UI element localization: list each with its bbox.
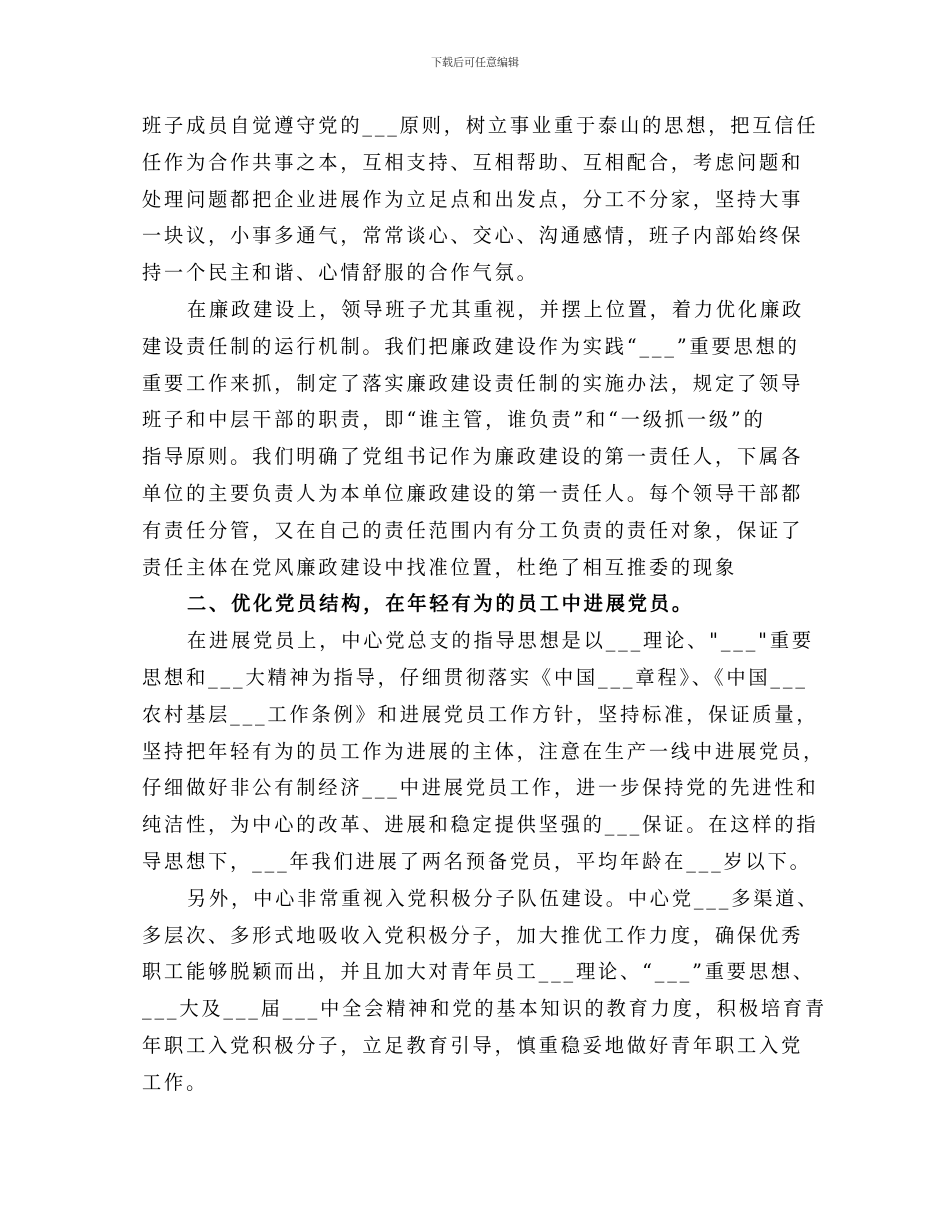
text-line: 导思想下，___年我们进展了两名预备党员，平均年龄在___岁以下。 [142,849,812,873]
text-line: 一块议，小事多通气，常常谈心、交心、沟通感情，班子内部始终保 [142,224,804,248]
text-line: ___大及___届___中全会精神和党的基本知识的教育力度，积极培育青 [142,997,827,1021]
text-line: 坚持把年轻有为的员工作为进展的主体，注意在生产一线中进展党员， [142,739,826,763]
text-line: 纯洁性，为中心的改革、进展和稳定提供坚强的___保证。在这样的指 [142,813,819,837]
page-header-note: 下载后可任意编辑 [431,56,519,69]
text-line: 重要工作来抓，制定了落实廉政建设责任制的实施办法，规定了领导 [142,371,804,395]
text-line: 年职工入党积极分子，立足教育引导，慎重稳妥地做好青年职工入党 [142,1033,804,1057]
paragraph-first-line: 在进展党员上，中心党总支的指导思想是以___理论、"___"重要 [187,629,814,653]
text-line: 多层次、多形式地吸收入党积极分子，加大推优工作力度，确保优秀 [142,923,804,947]
text-line: 任作为合作共事之本，互相支持、互相帮助、互相配合，考虑问题和 [142,150,804,174]
section-heading: 二、优化党员结构，在年轻有为的员工中进展党员。 [187,592,694,616]
paragraph-first-line: 另外，中心非常重视入党积极分子队伍建设。中心党___多渠道、 [187,886,820,910]
text-line: 班子成员自觉遵守党的___原则，树立事业重于泰山的思想，把互信任 [142,114,819,137]
text-line: 思想和___大精神为指导，仔细贯彻落实《中国___章程》、《中国___ [142,665,808,689]
text-line: 建设责任制的运行机制。我们把廉政建设作为实践“___”重要思想的 [142,334,800,358]
text-line: 处理问题都把企业进展作为立足点和出发点，分工不分家，坚持大事 [142,187,804,211]
document-body [142,108,827,1102]
text-line: 持一个民主和谐、心情舒服的合作气氛。 [142,261,539,285]
text-line: 班子和中层干部的职责，即“谁主管，谁负责”和“一级抓一级”的 [142,408,766,432]
text-line: 责任主体在党风廉政建设中找准位置，杜绝了相互推委的现象 [142,555,738,579]
text-line: 单位的主要负责人为本单位廉政建设的第一责任人。每个领导干部都 [142,481,804,505]
paragraph-first-line: 在廉政建设上，领导班子尤其重视，并摆上位置，着力优化廉政 [187,297,805,321]
text-line: 仔细做好非公有制经济___中进展党员工作，进一步保持党的先进性和 [142,776,819,800]
text-line: 有责任分管，又在自己的责任范围内有分工负责的责任对象，保证了 [142,518,804,542]
text-line: 职工能够脱颖而出，并且加大对青年员工___理论、“___”重要思想、 [142,960,815,984]
text-line: 农村基层___工作条例》和进展党员工作方针，坚持标准，保证质量， [142,702,819,726]
text-line: 工作。 [142,1070,209,1094]
text-line: 指导原则。我们明确了党组书记作为廉政建设的第一责任人，下属各 [142,445,804,469]
